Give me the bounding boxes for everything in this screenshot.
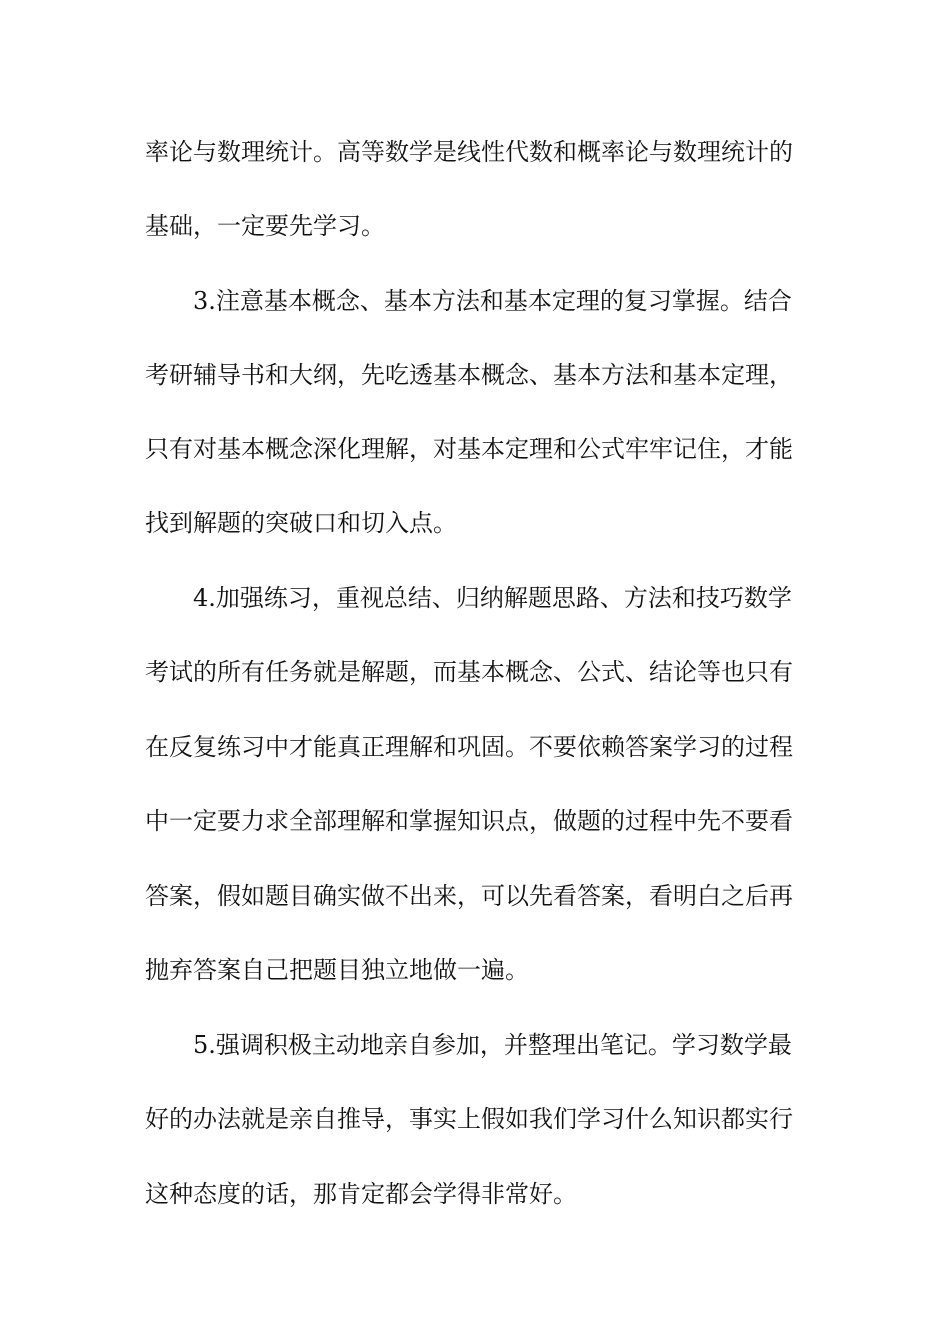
paragraph-3-start: 3.注意基本概念、基本方法和基本定理的复习掌握。结合 [193, 287, 792, 315]
text-line: 考试的所有任务就是解题，而基本概念、公式、结论等也只有 [145, 658, 793, 686]
text-line: 抛弃答案自己把题目独立地做一遍。 [145, 956, 529, 984]
paragraph-4-start: 4.加强练习，重视总结、归纳解题思路、方法和技巧数学 [193, 584, 792, 612]
text-line: 只有对基本概念深化理解，对基本定理和公式牢牢记住，才能 [145, 435, 793, 463]
text-line: 率论与数理统计。高等数学是线性代数和概率论与数理统计的 [145, 138, 793, 166]
text-line: 考研辅导书和大纲，先吃透基本概念、基本方法和基本定理， [145, 361, 793, 389]
paragraph-5-start: 5.强调积极主动地亲自参加，并整理出笔记。学习数学最 [193, 1031, 792, 1059]
text-line: 在反复练习中才能真正理解和巩固。不要依赖答案学习的过程 [145, 733, 793, 761]
text-line: 这种态度的话，那肯定都会学得非常好。 [145, 1180, 577, 1208]
text-line: 找到解题的突破口和切入点。 [145, 509, 457, 537]
text-line: 中一定要力求全部理解和掌握知识点，做题的过程中先不要看 [145, 807, 793, 835]
text-line: 基础，一定要先学习。 [145, 212, 385, 240]
text-line: 好的办法就是亲自推导，事实上假如我们学习什么知识都实行 [145, 1105, 793, 1133]
text-line: 答案，假如题目确实做不出来，可以先看答案，看明白之后再 [145, 882, 793, 910]
